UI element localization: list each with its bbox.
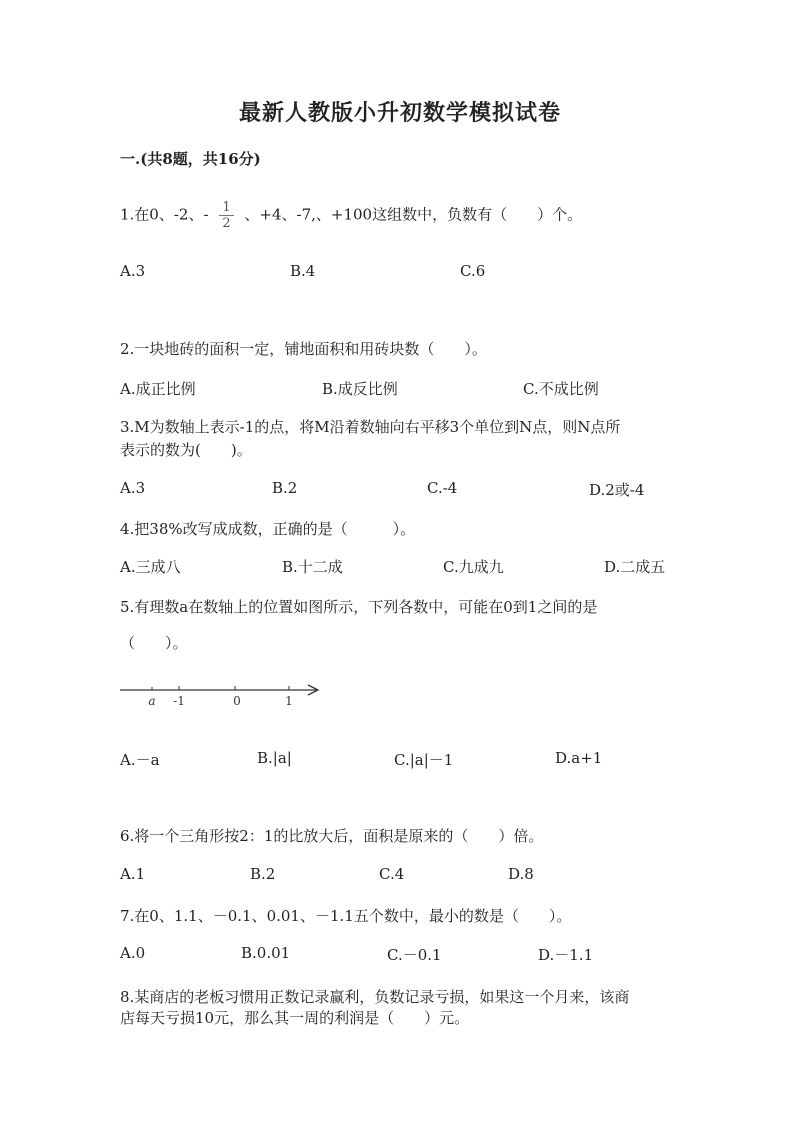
question-6: 6.将一个三角形按2：1的比放大后，面积是原来的（ ）倍。 (120, 827, 544, 845)
q3-option-a[interactable]: A.3 (120, 479, 146, 497)
q2-option-a[interactable]: A.成正比例 (120, 380, 196, 398)
question-5-line-1: 5.有理数a在数轴上的位置如图所示，下列各数中，可能在0到1之间的是 (120, 598, 598, 616)
q4-option-d[interactable]: D.二成五 (604, 558, 666, 576)
q7-option-b[interactable]: B.0.01 (241, 944, 291, 962)
q4-option-b[interactable]: B.十二成 (282, 558, 343, 576)
q1-option-c[interactable]: C.6 (460, 262, 486, 280)
question-1-text-post: 、+4、-7,、+100这组数中，负数有（ ）个。 (244, 205, 583, 224)
q6-option-b[interactable]: B.2 (250, 865, 276, 883)
q1-option-b[interactable]: B.4 (290, 262, 316, 280)
question-2: 2.一块地砖的面积一定，铺地面积和用砖块数（ ）。 (120, 340, 487, 358)
fraction-numerator: 1 (219, 200, 233, 216)
q5-option-a[interactable]: A.－a (120, 751, 160, 769)
q7-option-d[interactable]: D.－1.1 (538, 946, 594, 964)
q4-option-a[interactable]: A.三成八 (120, 558, 181, 576)
q4-option-c[interactable]: C.九成九 (443, 558, 504, 576)
question-1-text-pre: 1.在0、-2、- (120, 205, 209, 224)
question-3-line-1: 3.M为数轴上表示-1的点，将M沿着数轴向右平移3个单位到N点，则N点所 (120, 418, 621, 436)
question-1 (120, 200, 582, 231)
section-header: 一.(共8题，共16分) (120, 150, 261, 168)
q7-option-a[interactable]: A.0 (120, 944, 146, 962)
q5-option-d[interactable]: D.a+1 (555, 749, 603, 767)
fraction-denominator: 2 (222, 216, 231, 231)
q7-option-c[interactable]: C.－0.1 (387, 946, 442, 964)
q3-option-b[interactable]: B.2 (272, 479, 298, 497)
q6-option-a[interactable]: A.1 (120, 865, 146, 883)
fraction-one-half (219, 200, 233, 231)
label-a: a (148, 694, 156, 708)
question-4: 4.把38%改写成成数，正确的是（ ）。 (120, 520, 416, 538)
q5-option-c[interactable]: C.|a|－1 (394, 751, 454, 769)
question-8-line-2: 店每天亏损10元，那么其一周的利润是（ ）元。 (120, 1009, 470, 1027)
label-minus-1: -1 (173, 694, 185, 708)
question-3-line-2: 表示的数为( )。 (120, 441, 252, 459)
question-7: 7.在0、1.1、－0.1、0.01、－1.1五个数中，最小的数是（ ）。 (120, 907, 572, 925)
q5-option-b[interactable]: B.|a| (257, 749, 292, 767)
question-5-line-2: （ ）。 (120, 634, 188, 652)
question-8-line-1: 8.某商店的老板习惯用正数记录赢利，负数记录亏损，如果这一个月来，该商 (120, 988, 630, 1006)
q1-option-a[interactable]: A.3 (120, 262, 146, 280)
q6-option-c[interactable]: C.4 (379, 865, 405, 883)
label-0: 0 (233, 694, 241, 708)
q6-option-d[interactable]: D.8 (508, 865, 534, 883)
page-title: 最新人教版小升初数学模拟试卷 (238, 100, 561, 126)
q2-option-c[interactable]: C.不成比例 (523, 380, 599, 398)
label-1: 1 (285, 694, 293, 708)
number-line-diagram (118, 680, 328, 712)
q3-option-d[interactable]: D.2或-4 (589, 481, 645, 499)
q2-option-b[interactable]: B.成反比例 (322, 380, 398, 398)
q3-option-c[interactable]: C.-4 (427, 479, 458, 497)
